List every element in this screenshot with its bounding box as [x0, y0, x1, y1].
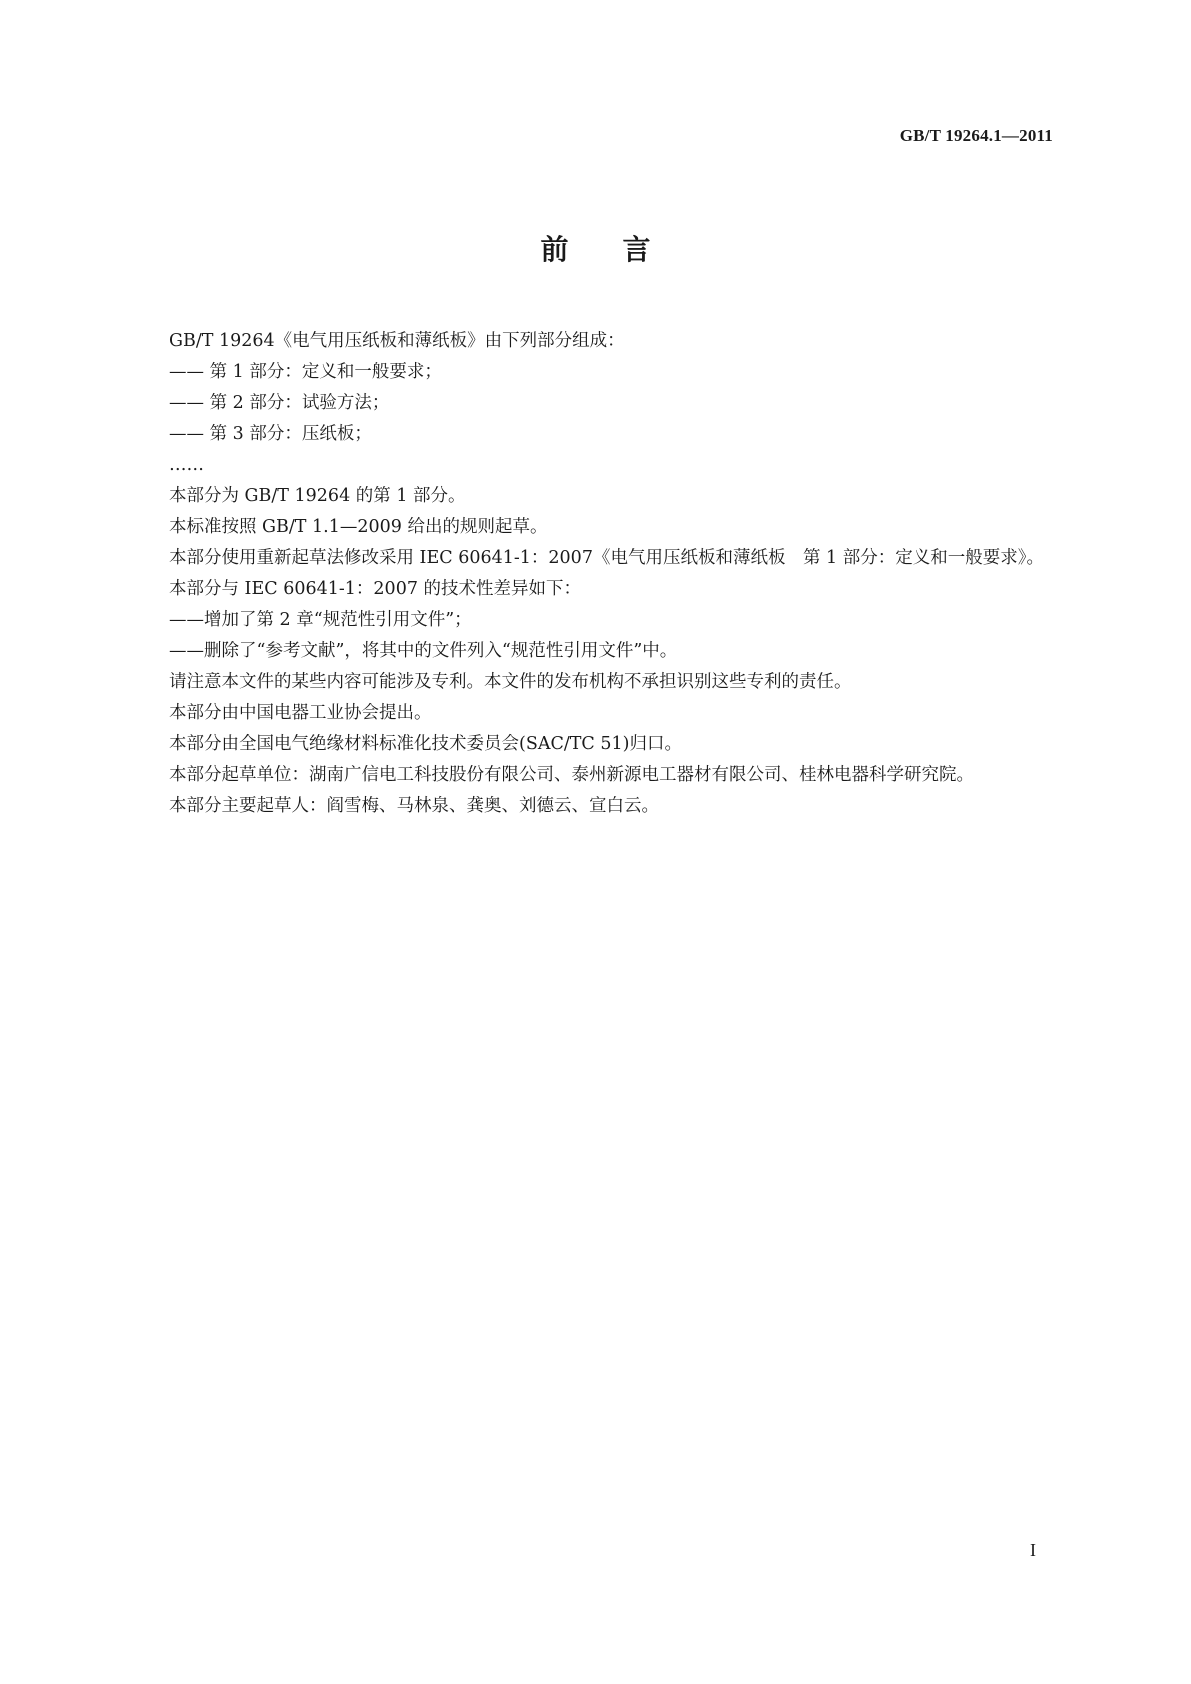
list-item-difference-1: ——增加了第 2 章“规范性引用文件”； — [169, 610, 472, 630]
paragraph-drafting-rules: 本标准按照 GB/T 1.1—2009 给出的规则起草。 — [169, 517, 548, 537]
page-title: 前言 — [540, 233, 705, 266]
list-item-difference-2: ——删除了“参考文献”，将其中的文件列入“规范性引用文件”中。 — [169, 641, 678, 661]
paragraph-part-scope: 本部分为 GB/T 19264 的第 1 部分。 — [169, 486, 466, 506]
paragraph-drafting-units: 本部分起草单位：湖南广信电工科技股份有限公司、泰州新源电工器材有限公司、桂林电器科学研究院。 — [169, 765, 974, 785]
page-number: I — [1030, 1540, 1036, 1560]
list-item-part-2: —— 第 2 部分：试验方法； — [169, 393, 390, 413]
paragraph-proposer: 本部分由中国电器工业协会提出。 — [169, 703, 432, 723]
paragraph-composition: GB/T 19264《电气用压纸板和薄纸板》由下列部分组成： — [169, 331, 625, 351]
paragraph-adoption: 本部分使用重新起草法修改采用 IEC 60641-1：2007《电气用压纸板和薄纸板 第 1 部分：定义和一般要求》。 — [169, 548, 1044, 568]
standard-number: GB/T 19264.1—2011 — [899, 126, 1053, 145]
list-item-part-3: —— 第 3 部分：压纸板； — [169, 424, 372, 444]
list-item-part-1: —— 第 1 部分：定义和一般要求； — [169, 362, 442, 382]
paragraph-patent-notice: 请注意本文件的某些内容可能涉及专利。本文件的发布机构不承担识别这些专利的责任。 — [169, 672, 852, 692]
paragraph-drafters: 本部分主要起草人：阎雪梅、马林泉、龚奥、刘德云、宣白云。 — [169, 796, 659, 816]
list-ellipsis: …… — [169, 455, 204, 475]
foreword-body — [134, 326, 1058, 822]
paragraph-committee: 本部分由全国电气绝缘材料标准化技术委员会(SAC/TC 51)归口。 — [169, 734, 682, 754]
paragraph-differences: 本部分与 IEC 60641-1：2007 的技术性差异如下： — [169, 579, 582, 599]
